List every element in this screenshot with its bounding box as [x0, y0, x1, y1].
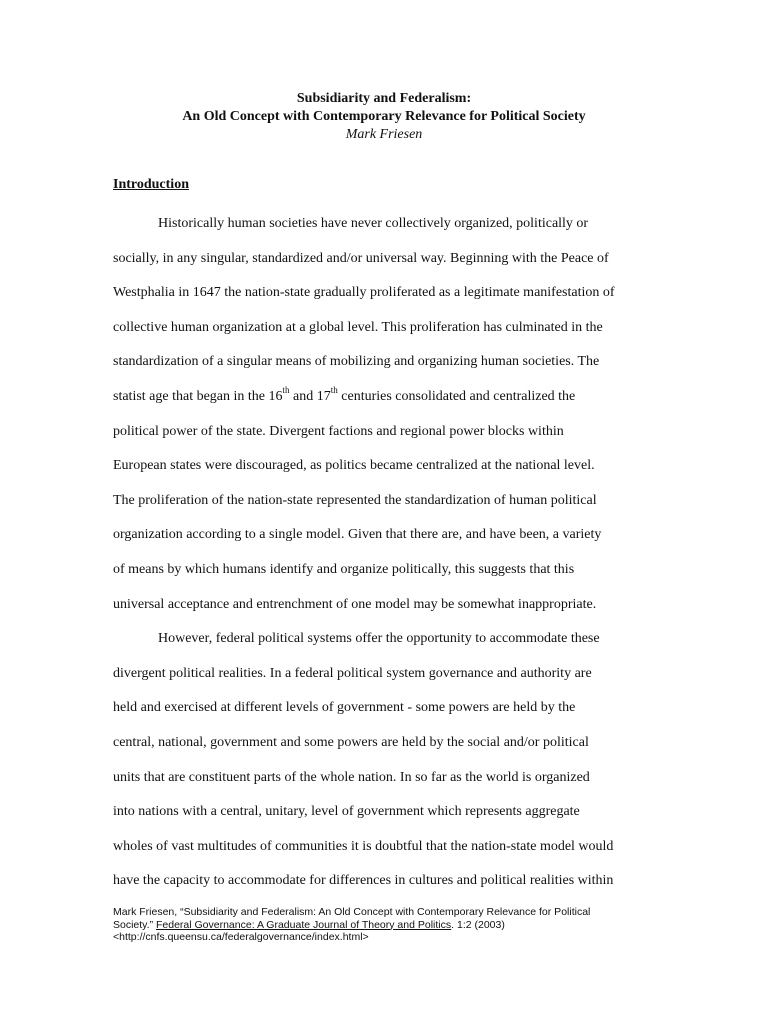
- text-line: have the capacity to accommodate for differences in cultures and political realities within: [113, 873, 614, 889]
- text-segment: and 17: [289, 388, 331, 404]
- text-line: However, federal political systems offer the opportunity to accommodate these: [158, 631, 600, 647]
- paragraph-1: [113, 207, 653, 622]
- text-line: The proliferation of the nation-state represented the standardization of human political: [113, 492, 597, 508]
- author-name: Mark Friesen: [345, 127, 423, 142]
- footnote-line: Mark Friesen, “Subsidiarity and Federalism: An Old Concept with Contemporary Relevance for Political: [113, 906, 591, 918]
- text-line: units that are constituent parts of the whole nation. In so far as the world is organized: [113, 769, 590, 785]
- ordinal-superscript: th: [330, 385, 338, 396]
- body-text: [113, 207, 653, 899]
- text-line: divergent political realities. In a federal political system governance and authority are: [113, 665, 592, 681]
- text-segment: centuries consolidated and centralized the: [337, 388, 576, 404]
- text-line: wholes of vast multitudes of communities it is doubtful that the nation-state model would: [113, 838, 614, 854]
- paragraph-2: [113, 622, 653, 899]
- footnote-line: [113, 919, 673, 932]
- text-line: European states were discouraged, as politics became centralized at the national level.: [113, 458, 595, 474]
- ordinal-superscript: th: [282, 385, 290, 396]
- text-line-with-superscripts: [113, 380, 653, 415]
- footnote-segment: . 1:2 (2003): [451, 918, 505, 931]
- text-line: held and exercised at different levels of government - some powers are held by the: [113, 700, 576, 716]
- citation-footnote: [113, 906, 673, 944]
- text-line: socially, in any singular, standardized and/or universal way. Beginning with the Peace of: [113, 250, 609, 266]
- text-line: universal acceptance and entrenchment of one model may be somewhat inappropriate.: [113, 596, 597, 612]
- journal-title: Federal Governance: A Graduate Journal of Theory and Politics: [155, 918, 452, 931]
- footnote-segment: Society.”: [113, 918, 156, 931]
- text-line: political power of the state. Divergent factions and regional power blocks within: [113, 423, 564, 439]
- text-segment: statist age that began in the 16: [113, 388, 283, 404]
- text-line: into nations with a central, unitary, level of government which represents aggregate: [113, 804, 580, 820]
- footnote-url: <http://cnfs.queensu.ca/federalgovernance/index.html>: [113, 931, 369, 943]
- text-line: Westphalia in 1647 the nation-state gradually proliferated as a legitimate manifestation of: [113, 285, 615, 301]
- text-line: Historically human societies have never collectively organized, politically or: [158, 216, 589, 231]
- text-line: central, national, government and some powers are held by the social and/or political: [113, 734, 589, 750]
- title-block: [0, 90, 768, 144]
- section-heading-introduction: Introduction: [113, 177, 189, 192]
- text-line: organization according to a single model. Given that there are, and have been, a variety: [113, 527, 602, 543]
- title-line-2: An Old Concept with Contemporary Relevance for Political Society: [182, 109, 586, 124]
- text-line: collective human organization at a global level. This proliferation has culminated in the: [113, 319, 603, 335]
- text-line: of means by which humans identify and organize politically, this suggests that this: [113, 561, 575, 577]
- text-line: standardization of a singular means of mobilizing and organizing human societies. The: [113, 354, 600, 370]
- title-line-1: Subsidiarity and Federalism:: [296, 91, 472, 106]
